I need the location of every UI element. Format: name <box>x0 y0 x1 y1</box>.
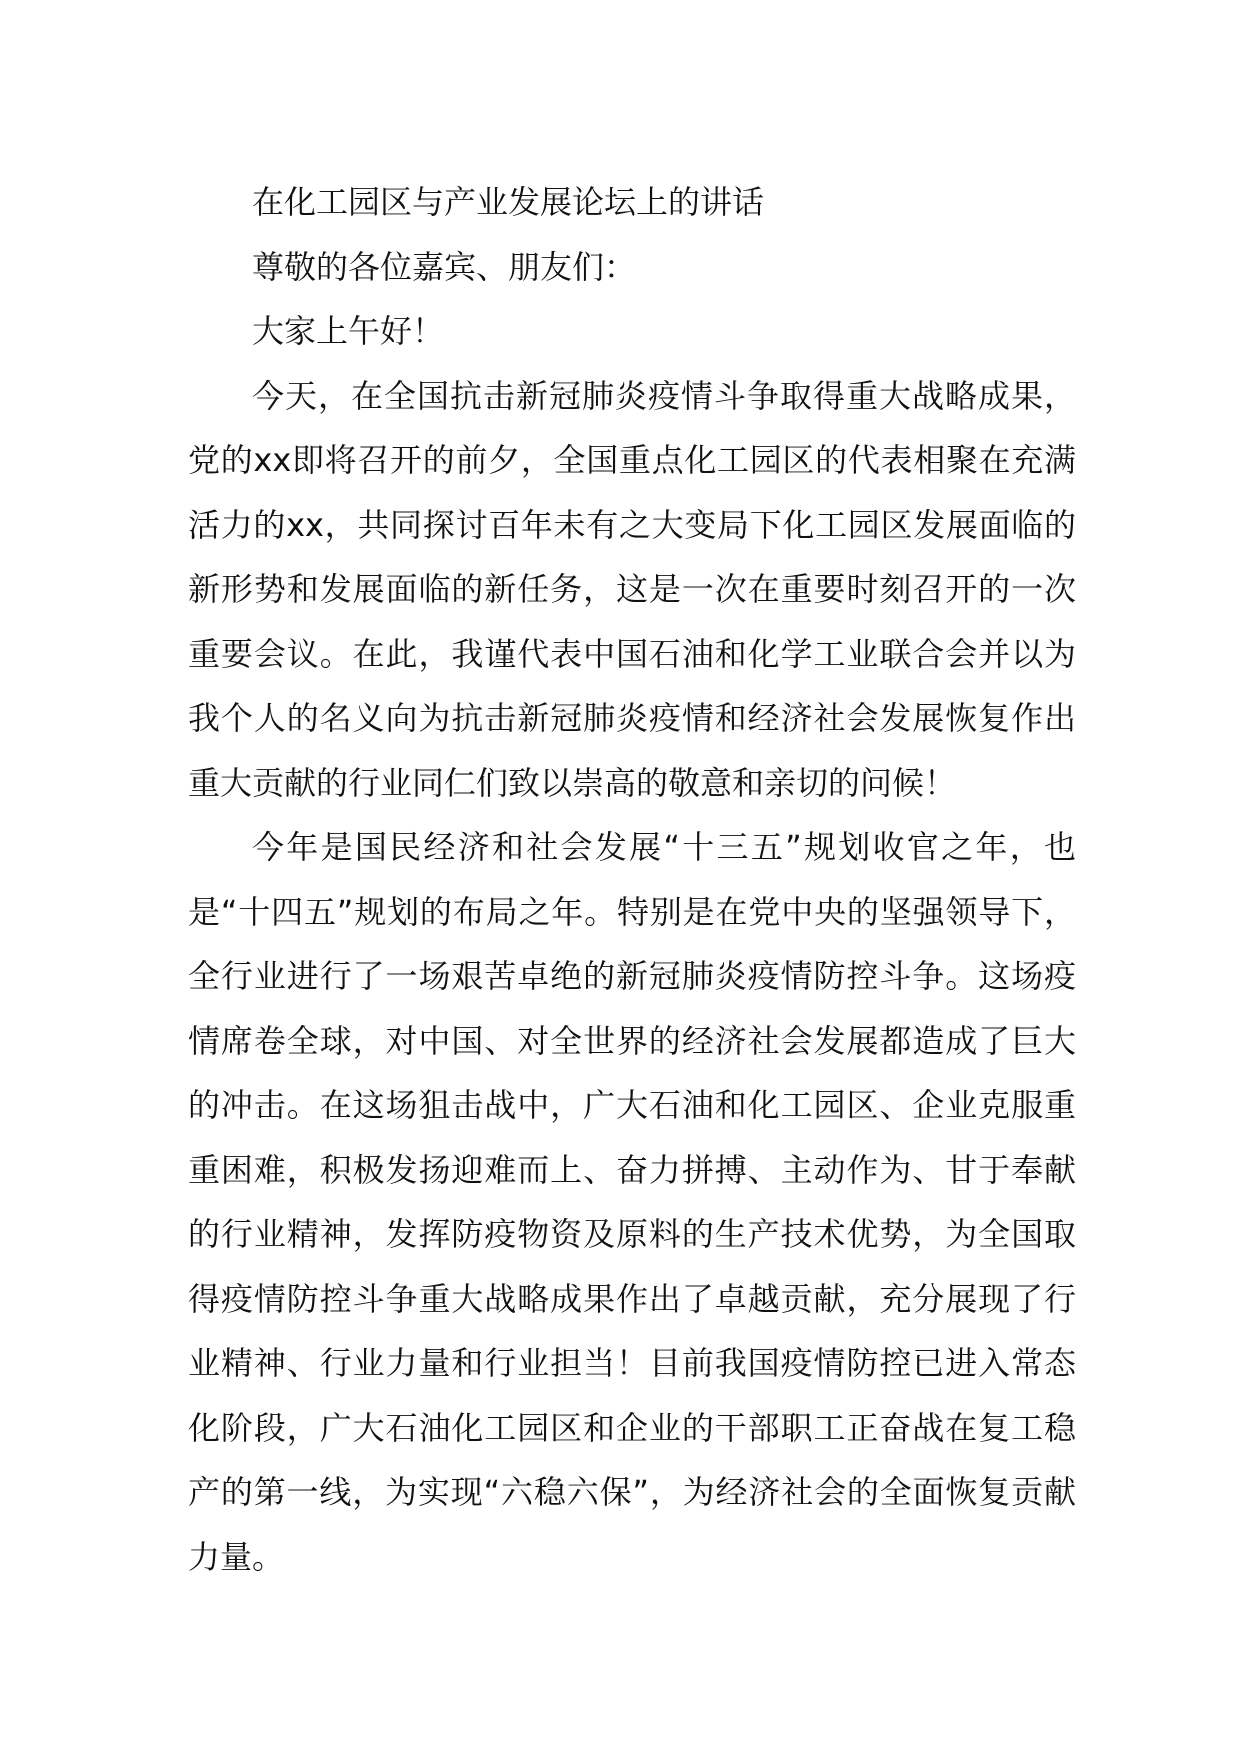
body-paragraph-1: 今天，在全国抗击新冠肺炎疫情斗争取得重大战略成果，党的xx即将召开的前夕，全国重点化工园区的代表相聚在充满活力的xx，共同探讨百年未有之大变局下化工园区发展面临的新形势和发展面临的新任务，这是一次在重要时刻召开的一次重要会议。在此，我谨代表中国石油和化学工业联合会并以为我个人的名义向为抗击新冠肺炎疫情和经济社会发展恢复作出重大贡献的行业同仁们致以崇高的敬意和亲切的问候！ <box>188 376 1076 802</box>
speech-title: 在化工园区与产业发展论坛上的讲话 <box>252 183 765 221</box>
body-paragraph-2: 今年是国民经济和社会发展“十三五”规划收官之年，也是“十四五”规划的布局之年。特别是在党中央的坚强领导下，全行业进行了一场艰苦卓绝的新冠肺炎疫情防控斗争。这场疫情席卷全球，对中国、对全世界的经济社会发展都造成了巨大的冲击。在这场狙击战中，广大石油和化工园区、企业克服重重困难，积极发扬迎难而上、奋力拼搏、主动作为、甘于奉献的行业精神，发挥防疫物资及原料的生产技术优势，为全国取得疫情防控斗争重大战略成果作出了卓越贡献，充分展现了行业精神、行业力量和行业担当！目前我国疫情防控已进入常态化阶段，广大石油化工园区和企业的干部职工正奋战在复工稳产的第一线，为实现“六稳六保”，为经济社会的全面恢复贡献力量。 <box>188 828 1076 1576</box>
greeting: 大家上午好！ <box>252 312 445 350</box>
document-body <box>188 170 1076 1589</box>
salutation: 尊敬的各位嘉宾、朋友们： <box>252 247 637 286</box>
